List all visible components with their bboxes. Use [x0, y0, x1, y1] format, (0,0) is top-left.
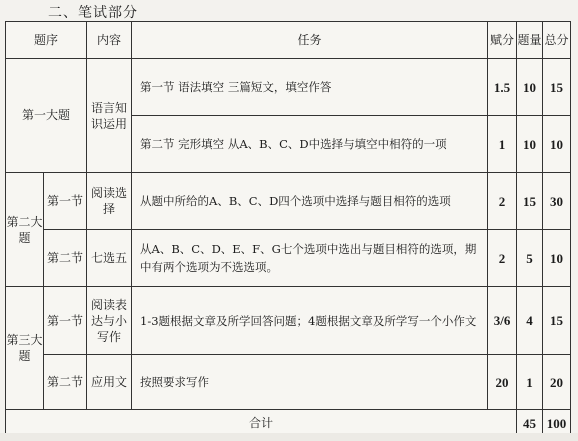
count-cell: 15	[517, 173, 543, 230]
table-row	[6, 59, 571, 116]
count-cell: 1	[517, 355, 543, 410]
count-cell: 10	[517, 59, 543, 116]
task-cell: 从题中所给的A、B、C、D四个选项中选择与题目相符的选项	[132, 173, 488, 230]
count-cell: 4	[517, 287, 543, 355]
points-cell: 1.5	[488, 59, 517, 116]
section-cell: 第二节	[44, 355, 87, 410]
section-cell: 第一节	[44, 173, 87, 230]
content-cell: 应用文	[87, 355, 132, 410]
content-cell: 七选五	[87, 230, 132, 287]
total-label: 合计	[6, 410, 517, 438]
total-cell: 20	[543, 355, 571, 410]
total-cell: 10	[543, 116, 571, 173]
total-score: 100	[543, 410, 571, 438]
table-row	[6, 173, 571, 230]
count-cell: 5	[517, 230, 543, 287]
task-cell: 按照要求写作	[132, 355, 488, 410]
table-row	[6, 287, 571, 355]
header-count: 题量	[517, 22, 543, 59]
part1-label: 第一大题	[6, 59, 87, 173]
content-cell: 阅读表达与小写作	[87, 287, 132, 355]
header-row	[6, 22, 571, 59]
content-cell: 阅读选择	[87, 173, 132, 230]
task-cell: 1-3题根据文章及所学回答问题；4题根据文章及所学写一个小作文	[132, 287, 488, 355]
section-cell: 第一节	[44, 287, 87, 355]
total-cell: 15	[543, 59, 571, 116]
header-points: 赋分	[488, 22, 517, 59]
part3-label: 第三大题	[6, 287, 44, 410]
section-cell: 第二节	[44, 230, 87, 287]
table-row	[6, 355, 571, 410]
task-cell: 从A、B、C、D、E、F、G七个选项中选出与题目相符的选项，期中有两个选项为不选选项。	[132, 230, 488, 287]
header-task: 任务	[132, 22, 488, 59]
part1-content: 语言知识运用	[87, 59, 132, 173]
task-cell: 第二节 完形填空 从A、B、C、D中选择与填空中相符的一项	[132, 116, 488, 173]
section-title: 二、笔试部分	[48, 5, 138, 21]
task-cell: 第一节 语法填空 三篇短文，填空作答	[132, 59, 488, 116]
total-count: 45	[517, 410, 543, 438]
points-cell: 20	[488, 355, 517, 410]
bottom-fade	[0, 433, 578, 441]
table-row	[6, 230, 571, 287]
points-cell: 2	[488, 173, 517, 230]
exam-table-wrapper	[5, 21, 571, 438]
header-total: 总分	[543, 22, 571, 59]
count-cell: 10	[517, 116, 543, 173]
total-cell: 30	[543, 173, 571, 230]
part2-label: 第二大题	[6, 173, 44, 287]
total-cell: 10	[543, 230, 571, 287]
exam-structure-table	[5, 21, 571, 438]
total-cell: 15	[543, 287, 571, 355]
points-cell: 2	[488, 230, 517, 287]
points-cell: 3/6	[488, 287, 517, 355]
points-cell: 1	[488, 116, 517, 173]
header-content: 内容	[87, 22, 132, 59]
header-order: 题序	[6, 22, 87, 59]
